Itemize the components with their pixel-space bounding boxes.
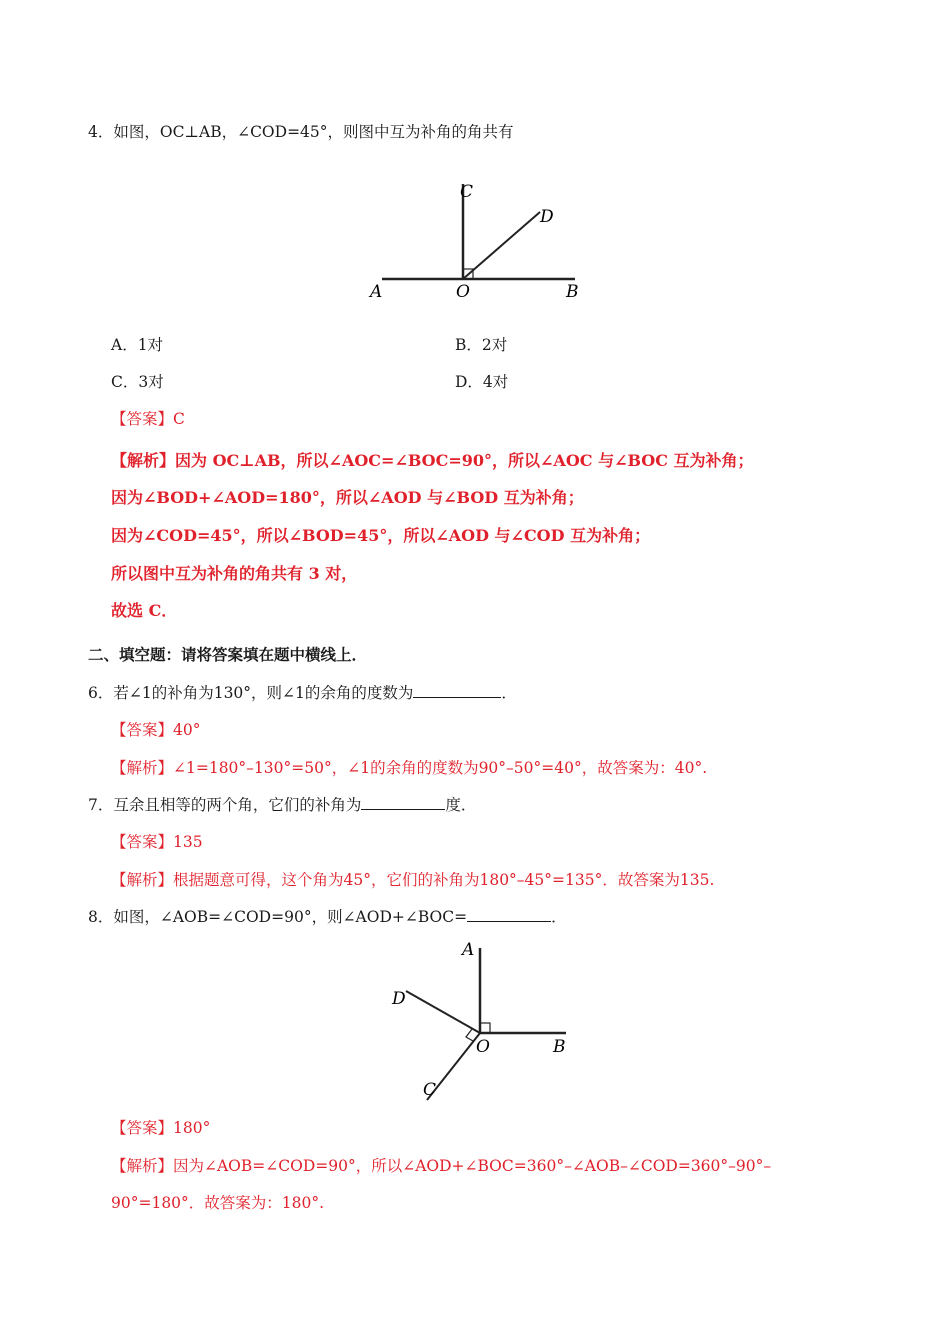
label-o: O [456, 282, 470, 302]
ray-od [463, 212, 540, 279]
q4-analysis-line-1: 【解析】因为 OC⊥AB，所以∠AOC=∠BOC=90°，所以∠AOC 与∠BOC 互为补角； [111, 451, 754, 470]
q4-stem: 4．如图，OC⊥AB，∠COD=45°，则图中互为补角的角共有 [88, 123, 514, 141]
q4-option-b: B．2对 [455, 336, 508, 354]
label-a: A [370, 282, 383, 302]
q4-analysis-line-4: 所以图中互为补角的角共有 3 对， [111, 564, 358, 583]
q4-option-a: A．1对 [111, 336, 164, 354]
label-o: O [476, 1037, 490, 1057]
q7-stem: 7．互余且相等的两个角，它们的补角为 度． [88, 796, 477, 814]
q6-answer: 【答案】40° [111, 721, 201, 739]
q7-analysis: 【解析】根据题意可得，这个角为45°，它们的补角为180°–45°=135°．故答案为135. [111, 871, 715, 889]
q6-analysis: 【解析】∠1=180°–130°=50°，∠1的余角的度数为90°–50°=40°，故答案为：40°. [111, 759, 708, 777]
q4-figure [360, 170, 600, 310]
q8-answer-blank [467, 907, 551, 922]
right-angle-mark-cod [466, 1029, 473, 1041]
section-title: 二、填空题：请将答案填在题中横线上． [88, 645, 368, 664]
q7-answer: 【答案】135 [111, 833, 203, 851]
label-a: A [462, 940, 475, 960]
label-b: B [553, 1037, 566, 1057]
ray-od [406, 991, 480, 1033]
q4-option-d: D．4对 [455, 373, 509, 391]
label-c: C [423, 1080, 437, 1100]
q8-figure [380, 935, 580, 1110]
q8-analysis-line-2: 90°=180°．故答案为：180°. [111, 1194, 325, 1212]
q8-analysis-line-1: 【解析】因为∠AOB=∠COD=90°，所以∠AOD+∠BOC=360°–∠AOB–∠COD=360°–90°– [111, 1157, 772, 1175]
q4-analysis-line-5: 故选 C． [111, 601, 178, 620]
label-d: D [540, 207, 554, 227]
q8-stem: 8．如图，∠AOB=∠COD=90°，则∠AOD+∠BOC= ． [88, 908, 567, 926]
right-angle-mark-aob [480, 1023, 490, 1033]
q4-analysis-line-3: 因为∠COD=45°，所以∠BOD=45°，所以∠AOD 与∠COD 互为补角； [111, 526, 651, 545]
q7-answer-blank [361, 795, 445, 810]
q4-analysis-line-2: 因为∠BOD+∠AOD=180°，所以∠AOD 与∠BOD 互为补角； [111, 488, 584, 507]
q6-answer-blank [413, 683, 501, 698]
q4-option-c: C．3对 [111, 373, 164, 391]
q6-stem: 6．若∠1的补角为130°，则∠1的余角的度数为 ． [88, 684, 517, 702]
q8-answer: 【答案】180° [111, 1119, 211, 1137]
label-c: C [460, 182, 474, 202]
q4-answer: 【答案】C [111, 410, 185, 428]
label-b: B [566, 282, 579, 302]
label-d: D [392, 989, 406, 1009]
